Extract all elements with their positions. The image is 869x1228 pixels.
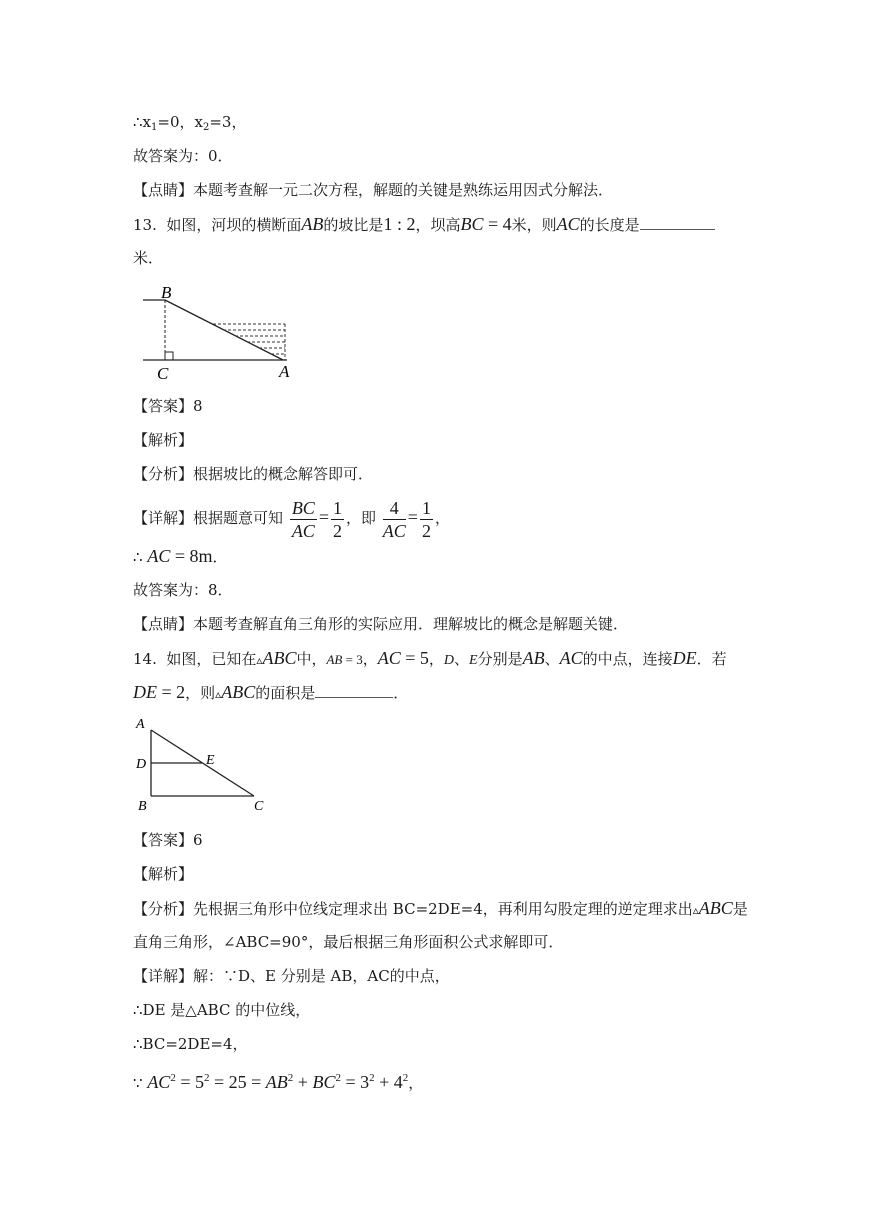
label-c: C: [254, 799, 264, 814]
math-bc: BC: [312, 1072, 336, 1092]
q13-unit: 米．: [133, 249, 164, 267]
therefore-symbol: ∴: [133, 548, 143, 566]
xiangjie-tag: 【详解】: [133, 509, 194, 527]
exponent: 2: [203, 1072, 210, 1084]
q14-text8: 的面积是: [255, 684, 316, 702]
answer-tag: 【答案】: [133, 831, 194, 849]
fraction-4-ac: [383, 497, 406, 542]
q14-xiangjie-3: ∴BC=2DE=4，: [133, 1035, 248, 1053]
roots-end: =3，: [209, 113, 247, 131]
fraction-half-2: [420, 497, 433, 542]
math-25: = 25 =: [209, 1072, 266, 1092]
q14-answer: [133, 830, 203, 850]
q13-text1: 如图，河坝的横断面: [166, 216, 302, 234]
q13-stem: [133, 214, 715, 235]
math-ab: AB: [265, 1072, 288, 1092]
math-3: = 3: [340, 1072, 370, 1092]
q13-answer: [133, 396, 203, 416]
comma: ，: [408, 1074, 424, 1092]
math-bc: BC: [460, 214, 484, 234]
math-de-2: DE: [133, 682, 157, 702]
q14-text4: 分别是: [477, 650, 523, 668]
line-roots: [133, 112, 246, 138]
q13-dianjing: [133, 614, 628, 634]
exponent: 2: [402, 1072, 409, 1084]
answer-value: 8: [193, 397, 203, 415]
q14-stem-2: DE = 2，则▵ABC的面积是 ．: [133, 682, 409, 702]
q13-result: [133, 546, 228, 567]
math-ac: AC: [147, 1072, 171, 1092]
math-ab-eq: = 3: [342, 652, 363, 667]
math-abc-3: ABC: [698, 898, 733, 918]
math-ac-eq: = 5: [400, 648, 429, 668]
q13-text4: 米，则: [511, 216, 557, 234]
triangle-figure: [132, 712, 282, 817]
math-ab: AB: [326, 652, 343, 667]
math-ratio: 1 : 2: [383, 214, 416, 234]
math-ac: AC: [147, 546, 171, 566]
fenxi-text: 根据坡比的概念解答即可．: [193, 465, 374, 483]
math-e: E: [469, 653, 478, 668]
xiangjie-tag: 【详解】: [133, 967, 194, 985]
dianjing-tag: 【点睛】: [133, 181, 194, 199]
math-ac: AC: [377, 648, 401, 668]
math-abc-2: ABC: [221, 682, 256, 702]
answer-blank: [315, 683, 393, 698]
math-5: = 5: [175, 1072, 204, 1092]
fraction-half: [331, 497, 344, 542]
right-angle-mark: [165, 352, 173, 360]
roots-text: ∴x: [133, 113, 152, 131]
comma: ，: [434, 509, 450, 527]
label-a: A: [279, 362, 290, 381]
q14-xiangjie-1: [133, 966, 450, 986]
sep-2: 、: [544, 650, 560, 668]
label-b: B: [138, 799, 147, 814]
exponent: 2: [170, 1072, 176, 1084]
numerator: 1: [332, 497, 342, 518]
numerator: 1: [421, 497, 431, 518]
exponent: 2: [369, 1072, 375, 1084]
q14-fenxi-1: 【分析】先根据三角形中位线定理求出 BC=2DE=4，再利用勾股定理的逆定理求出▵ABC是: [133, 898, 748, 918]
denominator: AC: [291, 520, 315, 541]
q13-text5: 的长度是: [579, 216, 640, 234]
numerator: BC: [291, 497, 315, 518]
math-ac: AC: [556, 214, 580, 234]
sub-2: 2: [202, 122, 210, 133]
math-4: + 4: [374, 1072, 403, 1092]
q14-fenxi-2: 直角三角形，∠ABC=90°，最后根据三角形面积公式求解即可．: [133, 933, 564, 951]
q14-equation: [133, 1068, 423, 1093]
fraction-bc-ac: [290, 497, 317, 542]
denominator: 2: [421, 520, 431, 541]
dam-figure: [135, 280, 305, 385]
math-d: D: [443, 653, 455, 668]
xiangjie-text: 解：∵D、E 分别是 AB，AC的中点，: [193, 967, 450, 985]
math-de: DE: [672, 648, 697, 668]
dianjing-tag: 【点睛】: [133, 615, 194, 633]
line-answer-0: 故答案为：0．: [133, 147, 233, 165]
math-ab: AB: [301, 214, 324, 234]
q14-text7: ，则: [185, 684, 216, 702]
q14-text6: ．若: [696, 650, 727, 668]
question-number: 14.: [133, 650, 157, 668]
q13-xiangjie: 【详解】根据题意可知 $\frac{BC}{AC}$ = $\frac{1}{2}$ ，即 $\frac{4}{AC}$ = $\frac{1}{2}$ ，: [133, 497, 450, 541]
answer-blank: [640, 215, 715, 230]
q14-text2: 中，: [296, 650, 327, 668]
label-a: A: [136, 717, 145, 732]
xiangjie-text: 根据题意可知: [193, 509, 284, 527]
label-c: C: [157, 364, 169, 383]
math-ab-2: AB: [522, 648, 545, 668]
q14-text3: ，: [428, 650, 444, 668]
question-number: 13.: [133, 216, 157, 234]
sub-1: 1: [151, 122, 158, 133]
denominator: 2: [332, 520, 342, 541]
q14-text9: ．: [393, 684, 409, 702]
math-de-eq: = 2: [157, 682, 186, 702]
fenxi-tag: 【分析】: [133, 465, 194, 483]
q13-analysis-tag: 【解析】: [133, 431, 194, 449]
because-symbol: ∵: [133, 1074, 148, 1092]
ji-text: ，即: [345, 509, 376, 527]
dianjing-text: 本题考查解直角三角形的实际应用．理解坡比的概念是解题关键．: [193, 615, 629, 633]
math-plus: +: [293, 1072, 313, 1092]
q14-text5: 的中点，连接: [582, 650, 673, 668]
q14-xiangjie-2: ∴DE 是△ABC 的中位线，: [133, 1001, 311, 1019]
math-abc: ABC: [262, 648, 297, 668]
answer-tag: 【答案】: [133, 397, 194, 415]
math-eq4: = 4: [483, 214, 512, 234]
fenxi-tag: 【分析】: [133, 900, 194, 918]
math-ac-2: AC: [559, 648, 583, 668]
answer-value: 6: [193, 831, 203, 849]
sep: 、: [454, 650, 470, 668]
q13-fenxi: [133, 464, 373, 484]
q13-final: 故答案为：8．: [133, 581, 233, 599]
numerator: 4: [383, 497, 406, 520]
q14-stem-1: 14. 如图，已知在▵ABC中，AB = 3，AC = 5，D、E分别是AB、AC的中点，连接DE．若: [133, 648, 727, 668]
q13-text2: 的坡比是: [323, 216, 384, 234]
fenxi-text: 先根据三角形中位线定理求出 BC=2DE=4，再利用勾股定理的逆定理求出: [193, 900, 693, 918]
q13-text3: ，坝高: [415, 216, 461, 234]
fenxi-end: 是: [732, 900, 748, 918]
label-b: B: [161, 283, 172, 302]
q14-analysis-tag: 【解析】: [133, 865, 194, 883]
exponent: 2: [287, 1072, 294, 1084]
q14-text1: 如图，已知在: [166, 650, 257, 668]
period: ．: [212, 548, 228, 566]
roots-mid: =0，x: [157, 113, 203, 131]
label-e: E: [206, 753, 215, 768]
denominator: AC: [382, 520, 406, 541]
exponent: 2: [335, 1072, 341, 1084]
math-result: = 8m: [170, 546, 213, 566]
dianjing-text: 本题考查解一元二次方程，解题的关键是熟练运用因式分解法．: [193, 181, 614, 199]
label-d: D: [136, 757, 147, 772]
line-dianjing-12: [133, 180, 613, 200]
